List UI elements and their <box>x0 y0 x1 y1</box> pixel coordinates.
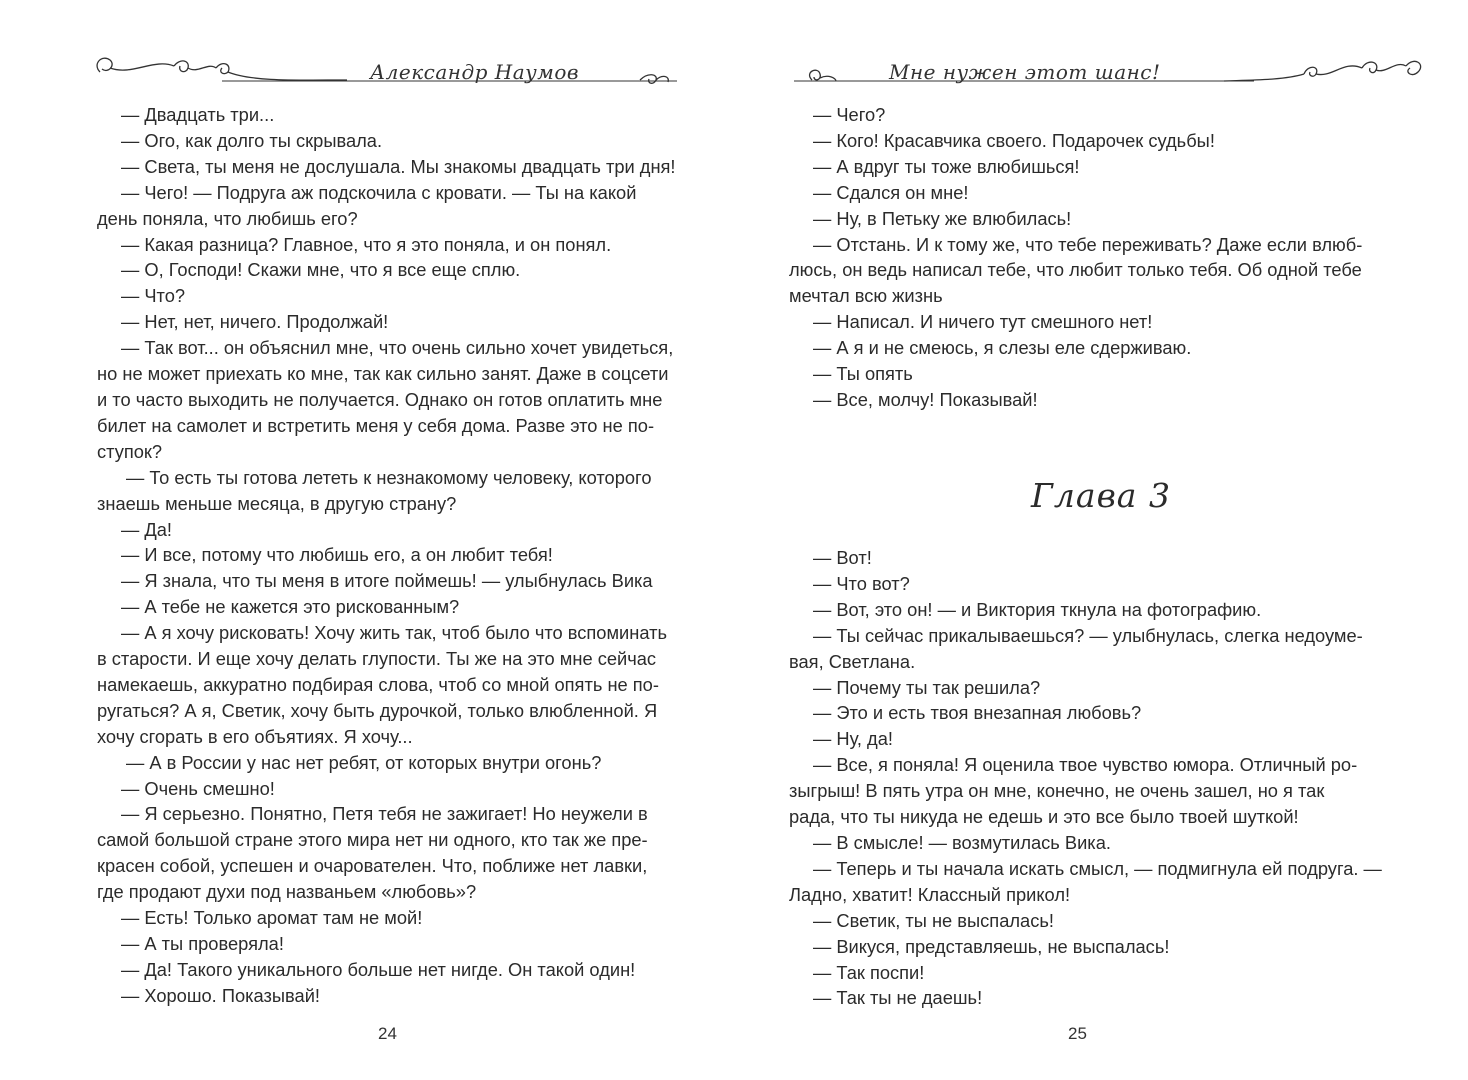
text-line: — А вдруг ты тоже влюбишься! <box>813 155 1080 177</box>
text-line: — А в России у нас нет ребят, от которых внутри огонь? <box>126 751 602 773</box>
text-line: — Что? <box>121 285 186 307</box>
text-line: — Ты опять <box>813 363 913 385</box>
page-number: 25 <box>1068 1024 1087 1043</box>
text-line: — Я знала, что ты меня в итоге поймешь! — улыбнулась Вика <box>121 570 653 592</box>
text-line: — То есть ты готова лететь к незнакомому человеку, которого <box>126 466 652 488</box>
text-line: — Отстань. И к тому же, что тебе переживать? Даже если влюб- <box>813 233 1363 255</box>
text-line: — Викуся, представляешь, не выспалась! <box>813 935 1170 957</box>
text-line: — Хорошо. Показывай! <box>121 984 320 1006</box>
running-header <box>784 50 1424 100</box>
text-line: — Кого! Красавчика своего. Подарочек судьбы! <box>813 129 1215 151</box>
text-line: — Почему ты так решила? <box>813 676 1041 698</box>
text-line: — Теперь и ты начала искать смысл, — подмигнула ей подруга. — <box>813 857 1382 879</box>
text-line: — О, Господи! Скажи мне, что я все еще сплю. <box>121 259 521 281</box>
text-line: — Чего! — Подруга аж подскочила с кровати. — Ты на какой <box>121 181 637 203</box>
text-line: красен собой, успешен и очарователен. Что, поближе нет лавки, <box>97 855 648 877</box>
right-text-body-top <box>789 102 1371 413</box>
text-line: знаешь меньше месяца, в другую страну? <box>97 492 457 514</box>
text-line: в старости. И еще хочу делать глупости. Ты же на это мне сейчас <box>97 648 657 670</box>
text-line: — В смысле! — возмутилась Вика. <box>813 831 1111 853</box>
text-line: — И все, потому что любишь его, а он любит тебя! <box>121 544 553 566</box>
text-line: — Да! <box>121 518 172 540</box>
text-line: люсь, он ведь написал тебе, что любит только тебя. Об одной тебе <box>789 259 1362 281</box>
right-text-body-bottom <box>789 545 1382 1011</box>
text-line: — А ты проверяла! <box>121 933 284 954</box>
text-line: — Все, я поняла! Я оценила твое чувство юмора. Отличный ро- <box>813 754 1358 776</box>
text-line: рада, что ты никуда не едешь и это все было твоей шуткой! <box>789 806 1299 828</box>
page-number: 24 <box>378 1024 397 1043</box>
right-page <box>734 0 1468 1080</box>
text-line: Ладно, хватит! Классный прикол! <box>789 883 1071 905</box>
text-line: — Я серьезно. Понятно, Петя тебя не зажигает! Но неужели в <box>121 803 648 825</box>
text-line: — Так ты не даешь! <box>813 987 983 1009</box>
text-line: мечтал всю жизнь <box>789 285 943 307</box>
text-line: — А тебе не кажется это рискованным? <box>121 596 460 618</box>
text-line: вая, Светлана. <box>789 650 916 672</box>
text-line: — Что вот? <box>813 572 910 594</box>
text-line: билет на самолет и встретить меня у себя дома. Разве это не по- <box>97 414 655 436</box>
text-line: — Да! Такого уникального больше нет нигде. Он такой один! <box>121 958 636 980</box>
text-line: хочу сгорать в его объятиях. Я хочу... <box>97 725 413 747</box>
text-line: — Нет, нет, ничего. Продолжай! <box>121 311 389 333</box>
chapter-title: Глава 3 <box>1031 476 1171 515</box>
text-line: — Ну, в Петьку же влюбилась! <box>813 207 1072 229</box>
text-line: ступок? <box>97 440 163 462</box>
text-line: где продают духи под названьем «любовь»? <box>97 881 477 903</box>
text-line: и то часто выходить не получается. Однако он готов оплатить мне <box>97 388 663 410</box>
text-line: — Чего? <box>813 104 886 125</box>
text-line: зыгрыш! В пять утра он мне, конечно, не очень зашел, но я так <box>789 780 1325 802</box>
text-line: — Очень смешно! <box>121 777 275 799</box>
text-line: — Двадцать три... <box>121 104 275 125</box>
text-line: — Вот! <box>813 547 872 568</box>
running-header <box>92 50 677 100</box>
text-line: день поняла, что любишь его? <box>97 207 358 229</box>
text-line: — Светик, ты не выспалась! <box>813 909 1054 931</box>
text-line: — Так вот... он объяснил мне, что очень сильно хочет увидеться, <box>121 337 674 359</box>
text-line: — Света, ты меня не дослушала. Мы знакомы двадцать три дня! <box>121 155 676 177</box>
text-line: — Написал. И ничего тут смешного нет! <box>813 311 1153 333</box>
text-line: — Есть! Только аромат там не мой! <box>121 907 423 929</box>
text-line: самой большой стране этого мира нет ни одного, кто так же пре- <box>97 829 648 851</box>
text-line: ругаться? А я, Светик, хочу быть дурочкой, только влюбленной. Я <box>97 699 658 721</box>
text-line: — Так поспи! <box>813 961 925 983</box>
header-book-title: Мне нужен этот шанс! <box>889 60 1161 84</box>
text-line: — Ты сейчас прикалываешься? — улыбнулась, слегка недоуме- <box>813 624 1363 646</box>
left-text-body <box>97 102 679 1009</box>
text-line: — Вот, это он! — и Виктория ткнула на фотографию. <box>813 598 1262 620</box>
text-line: но не может приехать ко мне, так как сильно занят. Даже в соцсети <box>97 363 669 385</box>
text-line: намекаешь, аккуратно подбирая слова, чтоб со мной опять не по- <box>97 673 659 695</box>
text-line: — Это и есть твоя внезапная любовь? <box>813 702 1142 724</box>
text-line: — Какая разница? Главное, что я это поняла, и он понял. <box>121 233 612 255</box>
text-line: — Все, молчу! Показывай! <box>813 388 1038 410</box>
text-line: — Ого, как долго ты скрывала. <box>121 129 383 151</box>
text-line: — Ну, да! <box>813 728 893 750</box>
text-line: — Сдался он мне! <box>813 181 969 203</box>
text-line: — А я и не смеюсь, я слезы еле сдерживаю. <box>813 337 1192 359</box>
header-author: Александр Наумов <box>370 60 580 84</box>
text-line: — А я хочу рисковать! Хочу жить так, чтоб было что вспоминать <box>121 622 668 644</box>
